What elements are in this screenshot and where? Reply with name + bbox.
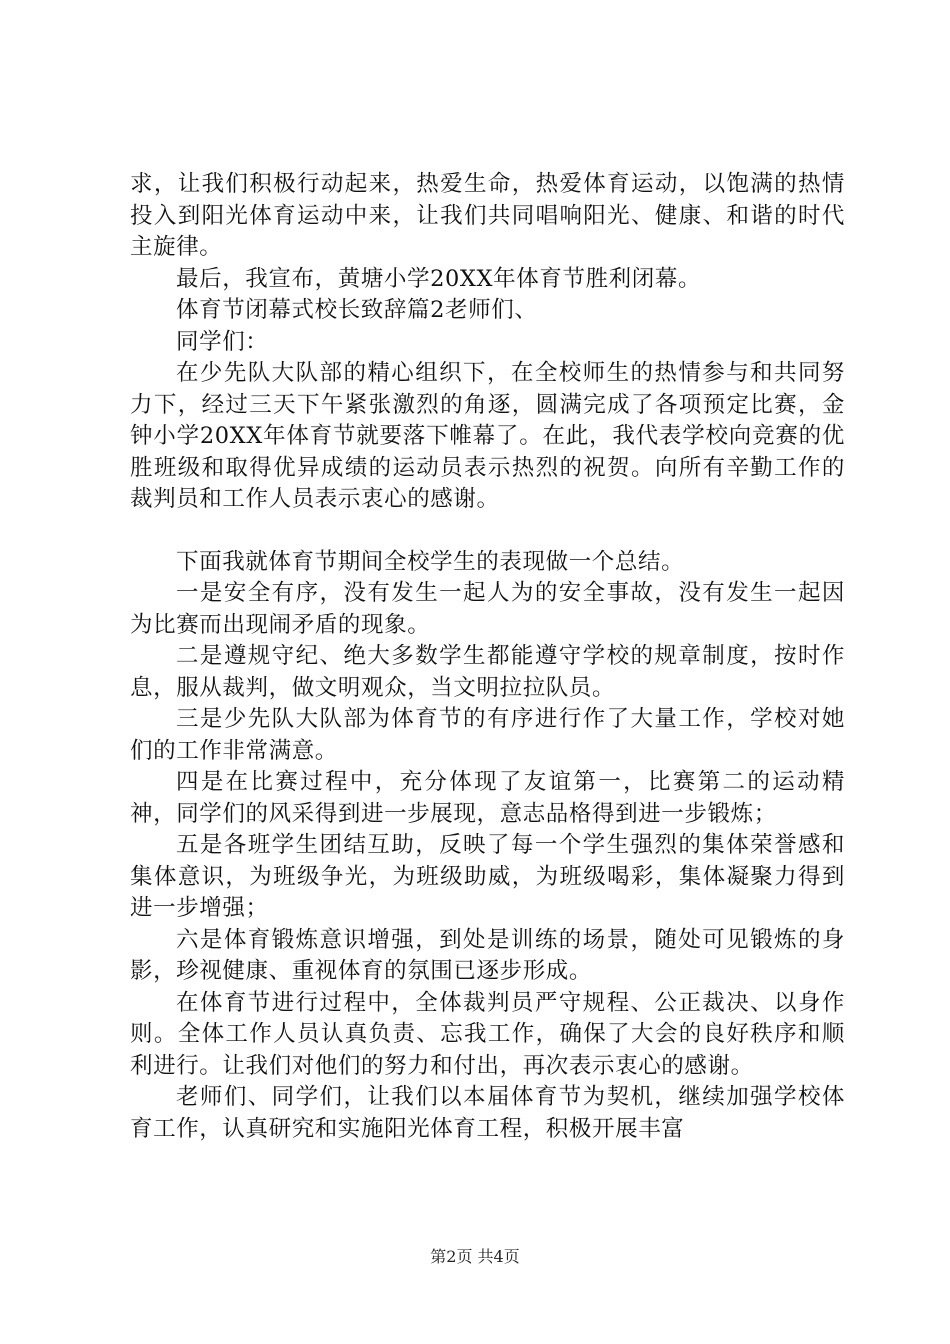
paragraph-referees-thanks: 在体育节进行过程中，全体裁判员严守规程、公正裁决、以身作则。全体工作人员认真负责、忘我工作，确保了大会的良好秩序和顺利进行。让我们对他们的努力和付出，再次表示衷心的感谢。: [130, 989, 845, 1079]
paragraph-summary-intro: 下面我就体育节期间全校学生的表现做一个总结。: [176, 548, 685, 575]
paragraph-section-heading: 体育节闭幕式校长致辞篇2老师们、: [176, 297, 538, 323]
paragraph-continuation: 求，让我们积极行动起来，热爱生命，热爱体育运动，以饱满的热情投入到阳光体育运动中来，让我们共同唱响阳光、健康、和谐的时代主旋律。: [130, 171, 845, 260]
paragraph-closing-declaration: 最后，我宣布，黄塘小学20XX年体育节胜利闭幕。: [176, 265, 702, 292]
paragraph-point-three: 三是少先队大队部为体育节的有序进行作了大量工作，学校对她们的工作非常满意。: [130, 706, 845, 764]
paragraph-point-five: 五是各班学生团结互助，反映了每一个学生强烈的集体荣誉感和集体意识，为班级争光，为班级助威，为班级喝彩，集体凝聚力得到进一步增强；: [130, 832, 845, 921]
paragraph-point-four: 四是在比赛过程中，充分体现了友谊第一，比赛第二的运动精神，同学们的风采得到进一步展现，意志品格得到进一步锻炼；: [130, 769, 845, 827]
paragraph-point-one: 一是安全有序，没有发生一起人为的安全事故，没有发生一起因为比赛而出现闹矛盾的现象。: [130, 580, 845, 638]
document-body: [130, 169, 845, 1145]
paragraph-salutation: 同学们：: [176, 328, 269, 355]
paragraph-introduction: 在少先队大队部的精心组织下，在全校师生的热情参与和共同努力下，经过三天下午紧张激烈的角逐，圆满完成了各项预定比赛，金钟小学20XX年体育节就要落下帷幕了。在此，我代表学校向竞赛的优胜班级和取得优异成绩的运动员表示热烈的祝贺。向所有辛勤工作的裁判员和工作人员表示衷心的感谢。: [130, 360, 845, 512]
paragraph-point-six: 六是体育锻炼意识增强，到处是训练的场景，随处可见锻炼的身影，珍视健康、重视体育的氛围已逐步形成。: [130, 926, 845, 984]
paragraph-call-to-action: 老师们、同学们，让我们以本届体育节为契机，继续加强学校体育工作，认真研究和实施阳光体育工程，积极开展丰富: [130, 1084, 845, 1142]
paragraph-point-two: 二是遵规守纪、绝大多数学生都能遵守学校的规章制度，按时作息，服从裁判，做文明观众，当文明拉拉队员。: [130, 643, 845, 701]
page-number-footer: 第2页 共4页: [430, 1247, 520, 1266]
